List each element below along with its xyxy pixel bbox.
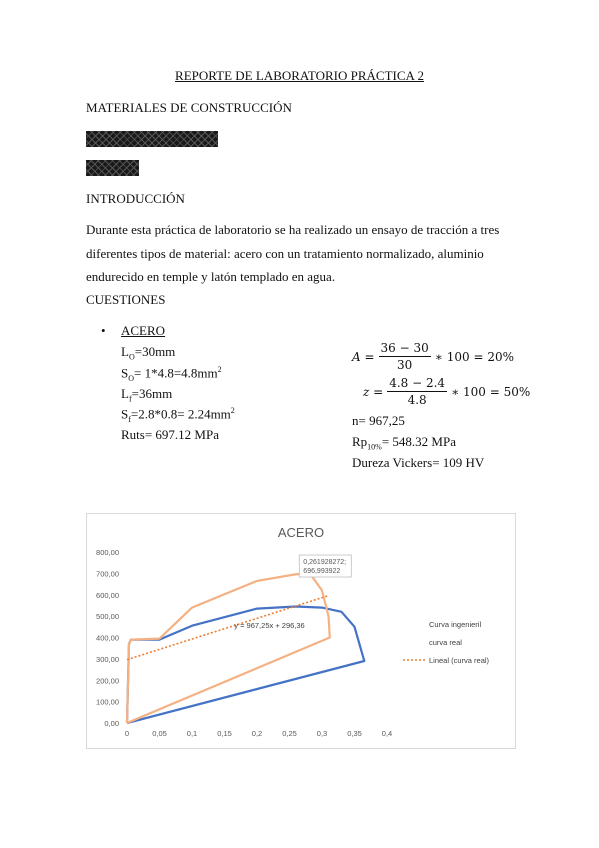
bullet-dot-icon: • [101, 323, 106, 338]
x-tick-label: 0,05 [152, 729, 167, 738]
intro-heading: INTRODUCCIÓN [86, 191, 185, 206]
y-tick-label: 500,00 [96, 612, 119, 622]
cuestiones-heading: CUESTIONES [86, 292, 166, 307]
legend-entry-2: Lineal (curva real) [429, 656, 490, 665]
vickers-value: Dureza Vickers= 109 HV [352, 455, 485, 470]
y-tick-label: 400,00 [96, 633, 119, 643]
legend-entry-0: Curva ingenieril [429, 620, 482, 629]
redacted-name-block [86, 131, 218, 147]
x-tick-label: 0,3 [316, 729, 328, 738]
y-tick-label: 700,00 [96, 569, 119, 579]
y-tick-label: 200,00 [96, 676, 119, 686]
y-tick-label: 800,00 [96, 548, 119, 557]
area-reduction-equation: z = $\frac{4.8 - 2.4}{4.8}$ ∗ 100 = 50% [363, 376, 531, 407]
series-line-1 [127, 574, 330, 723]
chart-svg [87, 514, 515, 748]
x-tick-label: 0,1 [186, 729, 198, 738]
x-tick-label: 0,15 [217, 729, 232, 738]
y-tick-label: 600,00 [96, 590, 119, 600]
data-callout-label-1: 0,261928272; [303, 559, 347, 567]
lo-value: $L_O=30mm$ [121, 344, 176, 362]
x-tick-label: 0,35 [347, 729, 362, 738]
subject-heading: MATERIALES DE CONSTRUCCIÓN [86, 100, 292, 115]
ruts-value: Ruts= 697.12 MPa [121, 427, 219, 442]
x-tick-label: 0,25 [282, 729, 297, 738]
x-tick-label: 0,4 [381, 729, 393, 738]
y-tick-label: 300,00 [96, 654, 119, 664]
chart-title: ACERO [277, 525, 325, 540]
intro-paragraph: Durante esta práctica de laboratorio se ha realizado un ensayo de tracción a tres diferentes tipos de material: acero con un tratamiento normalizado, aluminio endurecido en temple y latón templado en agua. [86, 222, 500, 284]
lf-value: $L_f=36mm$ [121, 386, 173, 404]
so-value: $S_O= 1*4.8=4.8mm^2$ [121, 365, 222, 383]
trendline-equation: y = 967,25x + 296,36 [234, 620, 305, 630]
x-tick-label: 0,2 [251, 729, 263, 738]
y-tick-label: 0,00 [104, 719, 119, 728]
legend-entry-1: curva real [429, 638, 462, 647]
sf-value: $S_f=2.8*0.8= 2.24mm^2$ [121, 406, 235, 424]
redacted-id-block [86, 160, 139, 176]
x-tick-label: 0 [124, 729, 130, 738]
acero-chart [86, 513, 516, 749]
acero-label: ACERO [121, 323, 166, 338]
rp-value: $Rp_{10\%}= 548.32$ MPa [352, 434, 456, 452]
data-callout-label-2: 696,993922 [303, 568, 341, 576]
y-tick-label: 100,00 [96, 697, 119, 707]
n-value: n= 967,25 [352, 413, 405, 428]
elongation-equation: A = $\frac{36 - 30}{30}$ ∗ 100 = 20% [352, 341, 515, 372]
page-title: REPORTE DE LABORATORIO PRÁCTICA 2 [175, 68, 424, 83]
